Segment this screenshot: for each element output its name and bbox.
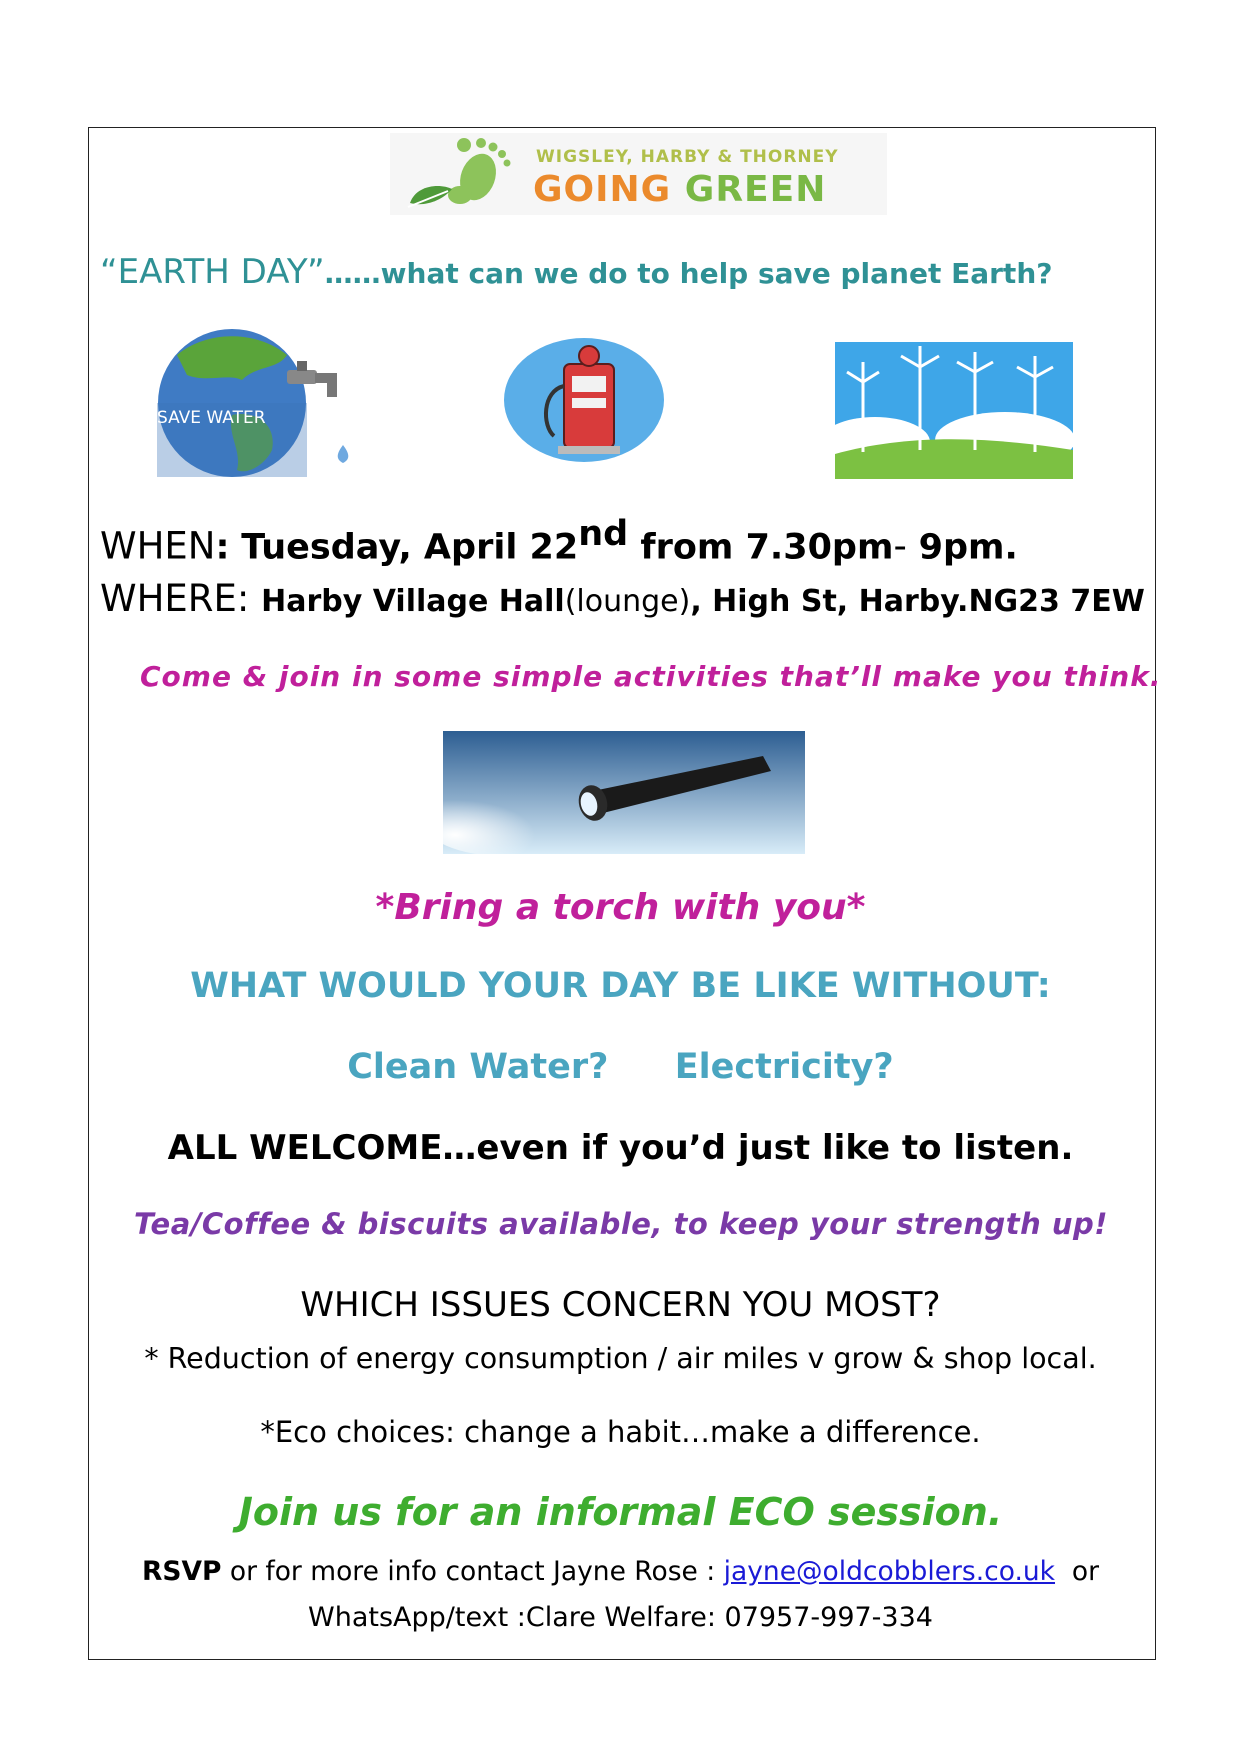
footprint-leaf-icon	[390, 133, 530, 215]
issues-heading: WHICH ISSUES CONCERN YOU MOST?	[300, 1285, 941, 1325]
fuel-pump-image	[502, 336, 667, 464]
when-colon: :	[215, 527, 230, 568]
when-date: Tuesday, April 22	[241, 527, 579, 568]
rsvp-text: or for more info contact Jayne Rose :	[221, 1556, 724, 1587]
electricity-text: Electricity?	[674, 1047, 894, 1087]
when-time: from 7.30pm	[628, 527, 894, 568]
without-question: WHAT WOULD YOUR DAY BE LIKE WITHOUT:	[190, 966, 1051, 1006]
reduction-bullet: * Reduction of energy consumption / air miles v grow & shop local.	[144, 1342, 1097, 1375]
torch-image	[443, 731, 805, 854]
going-green-logo	[390, 133, 887, 215]
all-welcome-line: ALL WELCOME…even if you’d just like to listen.	[167, 1128, 1074, 1168]
headline-question: ……what can we do to help save planet Earth?	[324, 257, 1053, 290]
logo-title-green: GREEN	[684, 169, 827, 210]
where-address: , High St, Harby.NG23 7EW	[690, 584, 1145, 619]
activities-line: Come & join in some simple activities that’ll make you think.	[140, 660, 1162, 693]
when-date-suffix: nd	[578, 514, 629, 554]
where-label: WHERE:	[100, 577, 262, 620]
rsvp-label: RSVP	[142, 1556, 222, 1587]
clean-water-text: Clean Water?	[347, 1047, 609, 1087]
logo-title-going: GOING	[533, 169, 672, 210]
headline	[100, 252, 1053, 292]
where-line	[100, 577, 1145, 620]
when-line	[100, 514, 1018, 567]
rsvp-line	[0, 1556, 1241, 1587]
rsvp-or: or	[1055, 1556, 1099, 1587]
where-venue: Harby Village Hall	[261, 584, 565, 619]
where-room: (lounge)	[564, 584, 691, 619]
refreshments-line: Tea/Coffee & biscuits available, to keep your strength up!	[134, 1207, 1108, 1241]
eco-choices-bullet: *Eco choices: change a habit…make a difference.	[260, 1415, 981, 1449]
save-water-image	[147, 325, 354, 480]
logo-title	[533, 169, 826, 210]
water-electricity-line	[0, 1047, 1241, 1087]
logo-subtitle: WIGSLEY, HARBY & THORNEY	[536, 147, 839, 167]
headline-earth-day: “EARTH DAY”	[100, 252, 325, 292]
email-link[interactable]: jayne@oldcobblers.co.uk	[723, 1556, 1056, 1587]
join-eco-session: Join us for an informal ECO session.	[238, 1490, 1003, 1534]
save-water-label: SAVE WATER	[157, 408, 266, 428]
whatsapp-line: WhatsApp/text :Clare Welfare: 07957-997-334	[308, 1602, 933, 1633]
when-label: WHEN	[100, 524, 216, 568]
when-end: 9pm.	[918, 527, 1018, 568]
when-dash: -	[893, 524, 919, 568]
wind-turbines-image	[835, 342, 1073, 479]
bring-torch-line: *Bring a torch with you*	[375, 887, 866, 928]
